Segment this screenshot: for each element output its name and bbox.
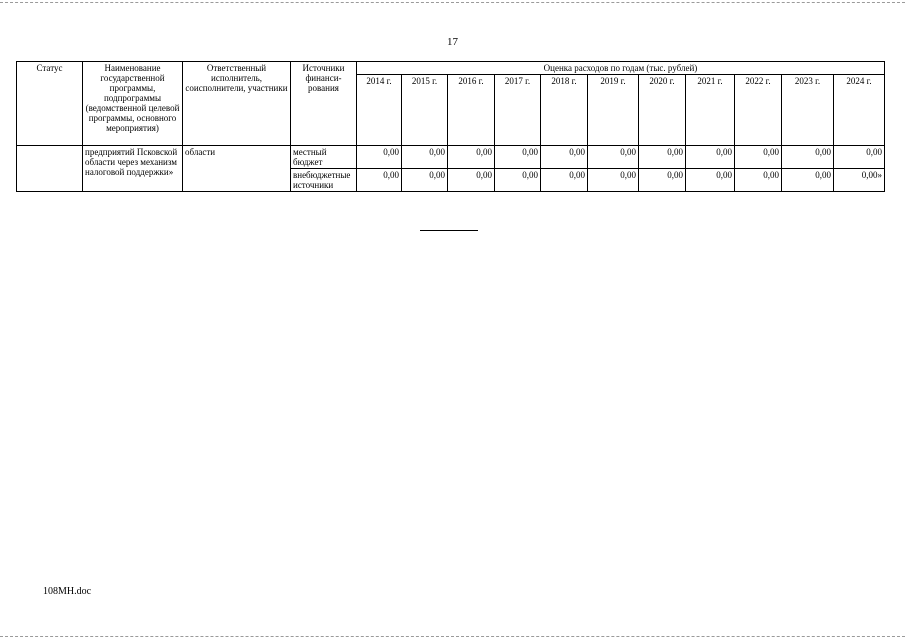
page-bottom-edge <box>0 636 905 637</box>
value-cell: 0,00 <box>735 169 782 192</box>
year-header: 2019 г. <box>588 75 639 146</box>
value-cell: 0,00 <box>541 146 588 169</box>
value-cell: 0,00 <box>448 169 495 192</box>
value-cell: 0,00 <box>686 146 735 169</box>
year-header: 2017 г. <box>495 75 541 146</box>
page-number: 17 <box>447 36 458 48</box>
year-header: 2014 г. <box>357 75 402 146</box>
value-cell: 0,00 <box>495 169 541 192</box>
value-cell: 0,00 <box>782 146 834 169</box>
year-header: 2015 г. <box>402 75 448 146</box>
year-header: 2018 г. <box>541 75 588 146</box>
row-executor: области <box>183 146 291 192</box>
row-status <box>17 146 83 192</box>
row-source: местный бюджет <box>291 146 357 169</box>
value-cell: 0,00 <box>639 169 686 192</box>
value-cell: 0,00 <box>357 169 402 192</box>
value-cell: 0,00 <box>782 169 834 192</box>
value-cell: 0,00 <box>541 169 588 192</box>
year-header: 2022 г. <box>735 75 782 146</box>
budget-table <box>16 61 885 192</box>
footer-filename: 108МН.doc <box>43 586 92 597</box>
row-name: предприятий Псковской области через механизм налоговой поддержки» <box>83 146 183 192</box>
value-cell: 0,00 <box>357 146 402 169</box>
value-cell: 0,00 <box>402 146 448 169</box>
header-name: Наименование государственной программы, подпрограммы (ведомственной целевой программы, основного мероприятия) <box>83 62 183 146</box>
header-row <box>17 62 885 75</box>
year-header: 2016 г. <box>448 75 495 146</box>
row-source: внебюджетные источники <box>291 169 357 192</box>
table-row <box>17 146 885 169</box>
value-cell: 0,00 <box>686 169 735 192</box>
page-top-edge <box>0 2 905 3</box>
value-cell: 0,00 <box>735 146 782 169</box>
header-status: Статус <box>17 62 83 146</box>
value-cell: 0,00 <box>588 169 639 192</box>
header-sources: Источники финанси-рования <box>291 62 357 146</box>
value-cell: 0,00 <box>834 146 885 169</box>
value-cell: 0,00 <box>588 146 639 169</box>
value-cell: 0,00 <box>495 146 541 169</box>
year-header: 2023 г. <box>782 75 834 146</box>
year-header: 2024 г. <box>834 75 885 146</box>
value-cell: 0,00 <box>402 169 448 192</box>
value-cell: 0,00 <box>448 146 495 169</box>
header-executor: Ответственный исполнитель, соисполнители, участники <box>183 62 291 146</box>
year-header: 2021 г. <box>686 75 735 146</box>
value-cell: 0,00» <box>834 169 885 192</box>
year-header: 2020 г. <box>639 75 686 146</box>
separator-rule <box>420 230 478 231</box>
value-cell: 0,00 <box>639 146 686 169</box>
header-estimate: Оценка расходов по годам (тыс. рублей) <box>357 62 885 75</box>
